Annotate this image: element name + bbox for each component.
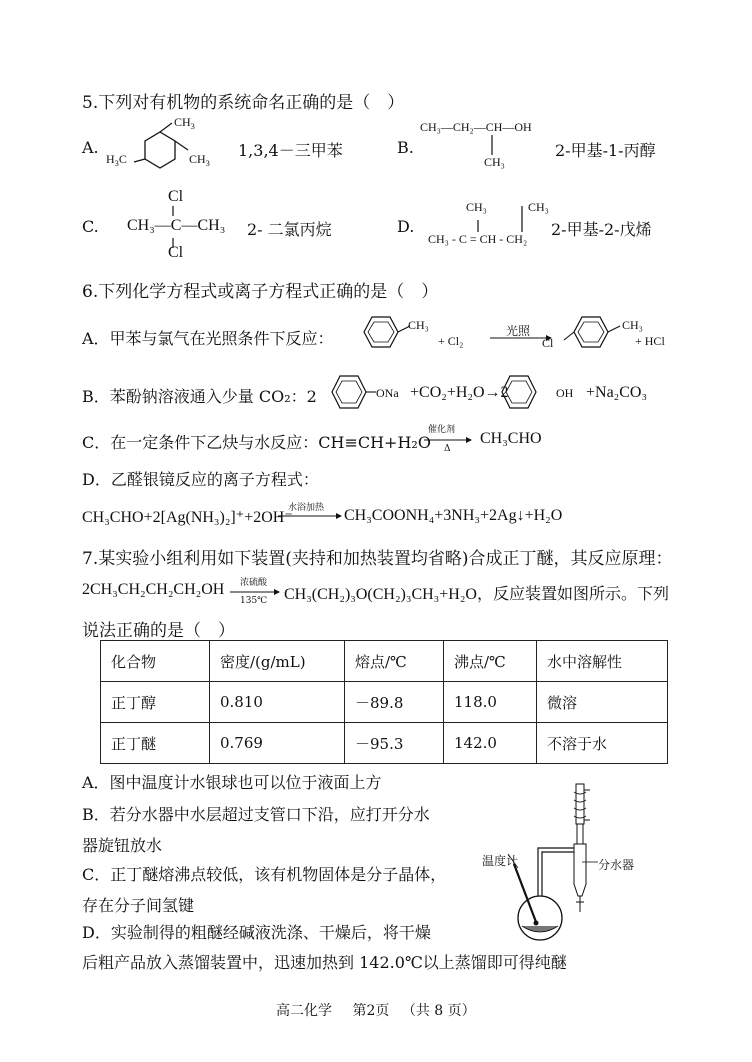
table-header-row xyxy=(101,641,668,682)
table-cell: －89.8 xyxy=(345,682,444,723)
q5-d-bonds xyxy=(470,204,530,234)
q6-a-cl: Cl xyxy=(542,336,554,350)
q5-stem: 5.下列对有机物的系统命名正确的是（ ） xyxy=(82,93,405,113)
q6-c-cond-top: 催化剂 xyxy=(428,425,456,435)
q7-option-b-2: 器旋钮放水 xyxy=(82,836,163,855)
q6-a-hcl: + HCl xyxy=(635,334,665,348)
footer-subject: 高二化学 xyxy=(276,1003,332,1019)
q6-c-cond-bottom: Δ xyxy=(444,444,451,454)
q5-c-name: 2- 二氯丙烷 xyxy=(247,220,332,239)
q7-option-d-1: D．实验制得的粗醚经碱液洗涤、干燥后，将干燥 xyxy=(82,923,431,942)
q6-d-left: CH₃CHO+2[Ag(NH₃)₂]⁺+2OH⁻ xyxy=(82,509,293,526)
q7-stem-2: 说法正确的是（ ） xyxy=(82,621,235,641)
q5-d-ch3-1: CH₃ xyxy=(466,200,487,214)
q6-b-ona: ONa xyxy=(376,386,399,400)
q5-b-formula-top: CH₃—CH₂—CH—OH xyxy=(420,120,532,134)
table-cell: 118.0 xyxy=(444,682,537,723)
apparatus-separator-label: 分水器 xyxy=(598,858,635,872)
q5-option-b-label: B. xyxy=(397,138,414,157)
table-row xyxy=(101,682,668,723)
q5-a-structure xyxy=(100,112,230,182)
q7-eq-right: CH₃(CH₂)₃O(CH₂)₃CH₃+H₂O，反应装置如图所示。下列 xyxy=(284,586,669,603)
q6-a-ch3: CH₃ xyxy=(408,318,429,332)
q5-d-name: 2-甲基-2-戊烯 xyxy=(551,220,652,239)
q5-option-c-label: C. xyxy=(82,217,99,236)
q7-data-table xyxy=(100,640,668,764)
q7-option-c-2: 存在分子间氢键 xyxy=(82,896,195,915)
q7-eq-cond-bottom: 135℃ xyxy=(240,596,268,606)
q5-a-h3c: $H_3C$ xyxy=(106,152,127,168)
table-cell: 142.0 xyxy=(444,723,537,764)
q5-c-bonds xyxy=(170,204,176,252)
q5-option-d-label: D. xyxy=(397,217,415,236)
q6-d-right: CH₃COONH₄+3NH₃+2Ag↓+H₂O xyxy=(344,507,563,524)
q6-b-middle: +CO₂+H₂O→2 xyxy=(410,384,509,401)
q6-d-condition: 水浴加热 xyxy=(288,503,325,513)
q7-option-d-2: 后粗产品放入蒸馏装置中，迅速加热到 142.0℃以上蒸馏即可得纯醚 xyxy=(82,953,567,972)
table-cell: －95.3 xyxy=(345,723,444,764)
q6-c-text: C．在一定条件下乙炔与水反应：CH≡CH+H₂O xyxy=(82,433,431,452)
q5-b-name: 2-甲基-1-丙醇 xyxy=(555,141,656,160)
q7-eq-cond-top: 浓硫酸 xyxy=(240,578,268,588)
table-cell: 正丁醇 xyxy=(101,682,210,723)
table-cell: 微溶 xyxy=(537,682,668,723)
table-cell: 0.810 xyxy=(210,682,345,723)
q5-c-main: CH₃—C—CH₃ xyxy=(127,217,226,234)
q6-a-ch3-prod: CH₃ xyxy=(622,318,643,332)
apparatus-thermometer-label: 温度计 xyxy=(482,854,519,868)
table-cell: 0.769 xyxy=(210,723,345,764)
q7-eq-arrow xyxy=(230,588,280,596)
q6-a-condition: 光照 xyxy=(506,324,531,338)
q6-d-text: D．乙醛银镜反应的离子方程式： xyxy=(82,470,319,489)
q5-d-main: CH₃ - C = CH - CH₂ xyxy=(428,232,528,246)
footer-page: 第2页 xyxy=(352,1003,390,1019)
footer-total: （共 8 页） xyxy=(401,1003,476,1019)
q7-option-a: A．图中温度计水银球也可以位于液面上方 xyxy=(82,773,382,792)
q6-b-end: +Na₂CO₃ xyxy=(586,384,648,401)
table-header: 密度/(g/mL) xyxy=(210,641,345,682)
table-header: 熔点/℃ xyxy=(345,641,444,682)
table-cell: 正丁醚 xyxy=(101,723,210,764)
q7-option-b-1: B．若分水器中水层超过支管口下沿，应打开分水 xyxy=(82,805,430,824)
table-row xyxy=(101,723,668,764)
q5-option-a-label: A. xyxy=(82,138,99,157)
q5-a-ch3-top: $CH_3$ xyxy=(174,115,195,131)
q6-c-arrow xyxy=(424,436,472,444)
footer xyxy=(276,1000,476,1020)
q7-stem: 7.某实验小组利用如下装置(夹持和加热装置均省略)合成正丁醚，其反应原理： xyxy=(82,549,673,569)
q6-b-text: B．苯酚钠溶液通入少量 CO₂：2 xyxy=(82,387,317,406)
q5-d-ch3-2: CH₃ xyxy=(528,200,549,214)
q7-eq-left: 2CH₃CH₂CH₂CH₂OH xyxy=(82,581,225,598)
q5-c-cl-top: Cl xyxy=(168,188,184,205)
q6-a-text: A．甲苯与氯气在光照条件下反应： xyxy=(82,329,334,348)
table-cell: 不溶于水 xyxy=(537,723,668,764)
table-header: 化合物 xyxy=(101,641,210,682)
q5-a-ch3-right: $CH_3$ xyxy=(189,152,210,168)
q5-b-bond xyxy=(489,135,495,157)
q5-c-cl-bottom: Cl xyxy=(168,244,184,261)
table-header: 水中溶解性 xyxy=(537,641,668,682)
q6-d-arrow xyxy=(278,512,342,520)
q5-a-name: 1,3,4－三甲苯 xyxy=(238,141,343,160)
q7-option-c-1: C．正丁醚熔沸点较低，该有机物固体是分子晶体， xyxy=(82,865,447,884)
q6-stem: 6.下列化学方程式或离子方程式正确的是（ ） xyxy=(82,282,439,302)
table-header: 沸点/℃ xyxy=(444,641,537,682)
q6-b-oh: OH xyxy=(556,386,574,400)
q6-c-product: CH₃CHO xyxy=(480,430,542,447)
q6-a-cl2: + Cl₂ xyxy=(438,334,464,348)
q5-b-formula-bottom: CH₃ xyxy=(484,155,505,169)
